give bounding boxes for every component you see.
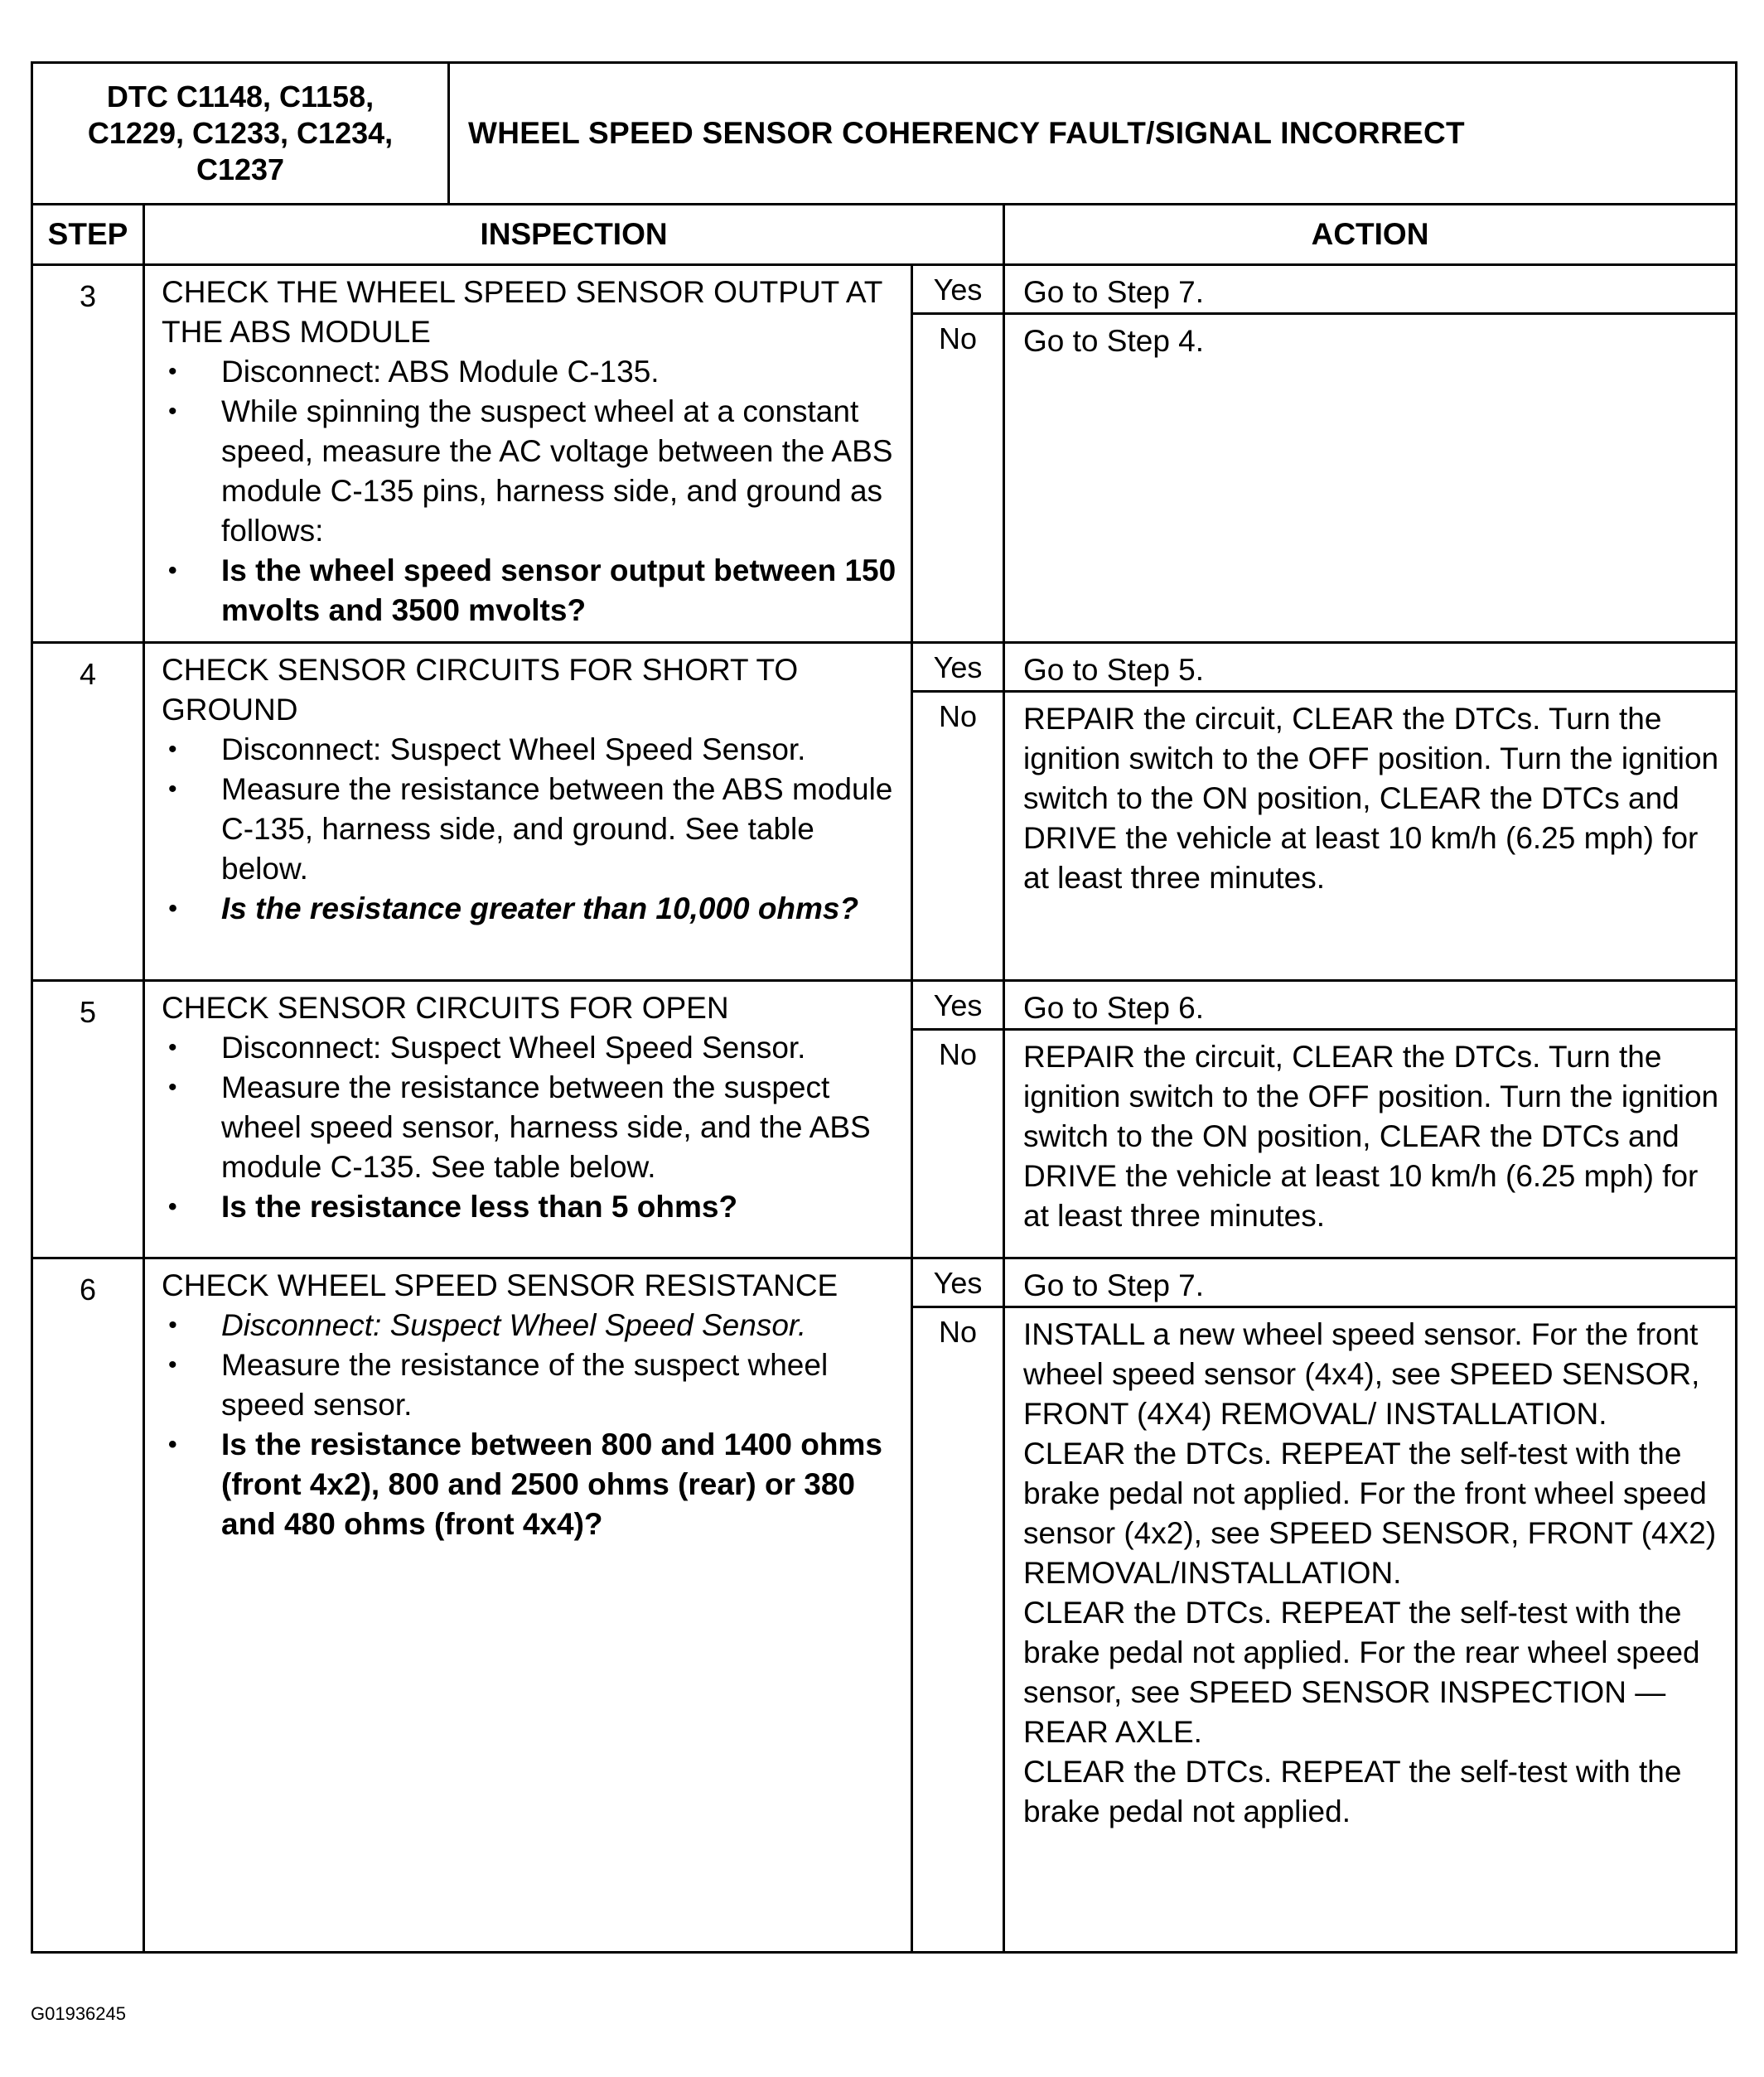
table-title: WHEEL SPEED SENSOR COHERENCY FAULT/SIGNAL INCORRECT xyxy=(449,63,1737,205)
inspection-bullet: • Measure the resistance of the suspect wheel speed sensor. xyxy=(162,1345,899,1425)
yes-action: Go to Step 5. xyxy=(1004,643,1737,692)
dtc-codes xyxy=(32,63,449,205)
yes-action: Go to Step 7. xyxy=(1004,265,1737,314)
dtc-line: DTC C1148, C1158, xyxy=(106,80,375,114)
step-row-yes xyxy=(32,1258,1737,1307)
no-label: No xyxy=(912,314,1004,643)
inspection-bullet: • While spinning the suspect wheel at a constant speed, measure the AC voltage between the ABS module C-135 pins, harness side, and ground as follows: xyxy=(162,392,899,551)
yes-label: Yes xyxy=(912,265,1004,314)
step-row-yes xyxy=(32,981,1737,1030)
inspection-cell xyxy=(144,981,912,1258)
inspection-question: • Is the resistance less than 5 ohms? xyxy=(162,1187,899,1227)
no-label: No xyxy=(912,1307,1004,1953)
dtc-line: C1229, C1233, C1234, xyxy=(87,116,394,150)
inspection-bullets xyxy=(162,730,899,929)
no-action: REPAIR the circuit, CLEAR the DTCs. Turn the ignition switch to the OFF position. Turn the ignition switch to the ON position, CLEAR the DTCs and DRIVE the vehicle at least 10 km/h (6.25 mph) for at least three minutes. xyxy=(1004,1030,1737,1258)
diagnostic-table xyxy=(31,61,1737,1954)
yes-label: Yes xyxy=(912,1258,1004,1307)
inspection-title: CHECK WHEEL SPEED SENSOR RESISTANCE xyxy=(162,1268,839,1302)
inspection-bullets xyxy=(162,1306,899,1544)
no-action: Go to Step 4. xyxy=(1004,314,1737,643)
step-row-yes xyxy=(32,265,1737,314)
yes-label: Yes xyxy=(912,643,1004,692)
no-action xyxy=(1004,1307,1737,1953)
inspection-question: • Is the wheel speed sensor output between 150 mvolts and 3500 mvolts? xyxy=(162,551,899,630)
inspection-title: CHECK THE WHEEL SPEED SENSOR OUTPUT AT THE ABS MODULE xyxy=(162,275,882,349)
inspection-bullet: • Disconnect: Suspect Wheel Speed Sensor. xyxy=(162,1028,899,1068)
inspection-title: CHECK SENSOR CIRCUITS FOR SHORT TO GROUND xyxy=(162,653,799,727)
inspection-bullet: • Measure the resistance between the suspect wheel speed sensor, harness side, and the ABS module C-135. See table below. xyxy=(162,1068,899,1187)
step-number: 4 xyxy=(32,643,144,981)
no-action-line: CLEAR the DTCs. REPEAT the self-test with the brake pedal not applied. For the front wheel speed sensor (4x2), see SPEED SENSOR, FRONT (4X2) REMOVAL/INSTALLATION. xyxy=(1023,1437,1717,1590)
no-label: No xyxy=(912,1030,1004,1258)
no-action-line: CLEAR the DTCs. REPEAT the self-test with the brake pedal not applied. For the rear wheel speed sensor, see SPEED SENSOR INSPECTION — REAR AXLE. xyxy=(1023,1596,1700,1749)
action-column-header: ACTION xyxy=(1004,205,1737,265)
inspection-cell xyxy=(144,1258,912,1953)
step-number: 6 xyxy=(32,1258,144,1953)
no-label: No xyxy=(912,692,1004,981)
inspection-cell xyxy=(144,643,912,981)
inspection-bullets xyxy=(162,352,899,630)
inspection-title: CHECK SENSOR CIRCUITS FOR OPEN xyxy=(162,991,729,1025)
dtc-line: C1237 xyxy=(196,152,285,186)
step-number: 3 xyxy=(32,265,144,643)
yes-action: Go to Step 7. xyxy=(1004,1258,1737,1307)
step-row-yes xyxy=(32,643,1737,692)
step-number: 5 xyxy=(32,981,144,1258)
inspection-bullet: • Disconnect: Suspect Wheel Speed Sensor. xyxy=(162,730,899,770)
column-header-row xyxy=(32,205,1737,265)
no-action-line: INSTALL a new wheel speed sensor. For the front wheel speed sensor (4x4), see SPEED SENSOR, FRONT (4X4) REMOVAL/ INSTALLATION. xyxy=(1023,1317,1700,1431)
inspection-bullets xyxy=(162,1028,899,1227)
inspection-column-header: INSPECTION xyxy=(144,205,1004,265)
inspection-question: • Is the resistance greater than 10,000 ohms? xyxy=(162,889,899,929)
yes-label: Yes xyxy=(912,981,1004,1030)
table-title-row xyxy=(32,63,1737,205)
no-action: REPAIR the circuit, CLEAR the DTCs. Turn the ignition switch to the OFF position. Turn the ignition switch to the ON position, CLEAR the DTCs and DRIVE the vehicle at least 10 km/h (6.25 mph) for at least three minutes. xyxy=(1004,692,1737,981)
inspection-question: • Is the resistance between 800 and 1400 ohms (front 4x2), 800 and 2500 ohms (rear) or 380 and 480 ohms (front 4x4)? xyxy=(162,1425,899,1544)
inspection-bullet: • Disconnect: ABS Module C-135. xyxy=(162,352,899,392)
no-action-line: CLEAR the DTCs. REPEAT the self-test with the brake pedal not applied. xyxy=(1023,1755,1682,1828)
figure-id: G01936245 xyxy=(31,2003,126,2024)
inspection-bullet: • Measure the resistance between the ABS module C-135, harness side, and ground. See table below. xyxy=(162,770,899,889)
inspection-cell xyxy=(144,265,912,643)
step-column-header: STEP xyxy=(32,205,144,265)
inspection-bullet: • Disconnect: Suspect Wheel Speed Sensor. xyxy=(162,1306,899,1345)
yes-action: Go to Step 6. xyxy=(1004,981,1737,1030)
